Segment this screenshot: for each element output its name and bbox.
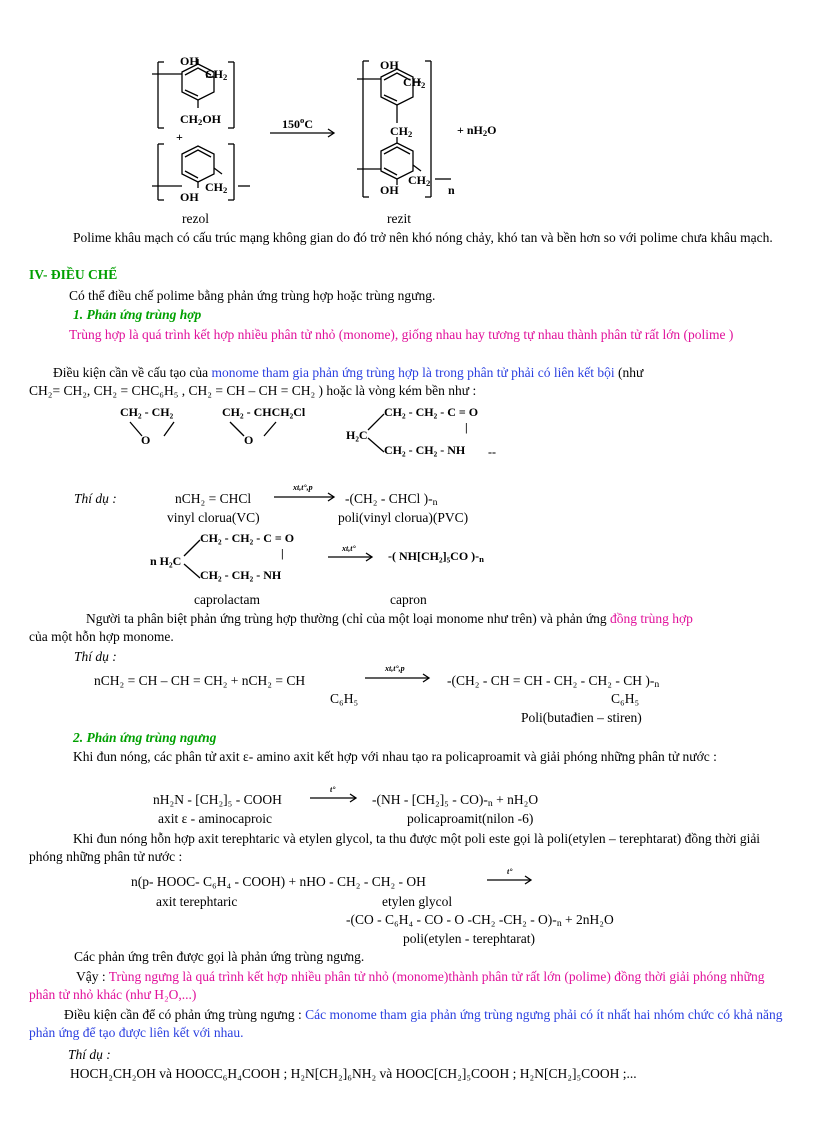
vinyl-chloride-name: vinyl clorua(VC) <box>167 510 260 525</box>
subheading-polymerization: 1. Phản ứng trùng hợp <box>73 307 202 322</box>
aminocaproic-name: axit ε - aminocaproic <box>158 811 272 826</box>
pet-product: -(CO - C₆H₄ - CO - O -CH₂ $-CH_2 - O)-_n + 2nH_2O$ <box>346 912 614 929</box>
pvc-product: -(CH₂ - CHCl )$-_n$ <box>345 491 438 508</box>
ch2oh-label: $CH_2OH$ <box>180 112 221 127</box>
oh-label: OH <box>180 54 199 68</box>
pet-reactants: n(p- HOOC- C₆H₄ - COOH) + nHO - CH₂ - CH₂ - OH <box>131 874 426 889</box>
rezit-oh-label-2: OH <box>380 183 399 197</box>
label-rezol: rezol <box>182 211 209 226</box>
terephthalic-name: axit terephtaric <box>156 894 238 909</box>
nylon-intro: Khi đun nóng, các phân tử axit ε- amino axit kết hợp với nhau tạo ra policaproamit và giải phóng những phân tử nước : <box>73 749 717 764</box>
example-label-2: Thí dụ : <box>74 649 117 664</box>
caprolactam-name: caprolactam <box>194 592 260 607</box>
example-label-3: Thí dụ : <box>68 1047 111 1062</box>
caprolactam-bar: | <box>281 546 284 560</box>
copolymer-substituent: C₆H₅ <box>611 691 640 706</box>
nylon-condition: t° <box>330 785 336 794</box>
monomer-examples: CH₂= CH₂, CH₂ = CHC₆H₅ , CH₂ = CH – CH = CH₂ ) hoặc là vòng kém bền như : <box>29 383 477 398</box>
epichlorohydrin-formula: CH₂ - CHCH₂Cl <box>222 405 306 419</box>
rezit-ch2-label-2: $CH_2$ <box>408 173 431 188</box>
copolymer-condition: xt,t°,p <box>385 664 405 673</box>
pet-arrow-icon <box>487 875 537 885</box>
plus-sign: + <box>176 130 183 144</box>
nylon-product: $-(NH - [CH_2]_5 - CO)-_n + nH_2O$ <box>372 792 539 809</box>
subheading-polycondensation: 2. Phản ứng trùng ngưng <box>73 730 217 745</box>
repeat-n: n <box>448 183 455 197</box>
copolymer-name: Poli(butađien – stiren) <box>521 710 642 725</box>
polymerization-condition: Điều kiện cần về cấu tạo của monome tham gia phản ứng trùng hợp là trong phân tử phải có liên kết bội (như <box>53 365 644 380</box>
arrow-condition: 150$^o$C <box>282 115 313 131</box>
pet-intro: Khi đun nóng hỗn hợp axit terephtaric và etylen glycol, ta thu được một poli este gọi là poli(etylen – terephtarat) đồng thời giải phóng những phân tử nước : <box>29 831 761 864</box>
epichlorohydrin-o: O <box>244 433 254 447</box>
copolymer-reactants: nCH₂ = CH – CH = CH₂ + nCH₂ = CH <box>94 673 306 688</box>
nylon-arrow-icon <box>310 793 362 803</box>
styrene-substituent: C₆H₅ <box>330 691 359 706</box>
lactam-bar: | <box>465 420 468 434</box>
intro-paragraph: Polime khâu mạch có cấu trúc mạng không gian do đó trở nên khó nóng chảy, khó tan và bền hơn so với polime chưa khâu mạch. <box>73 230 773 245</box>
condensation-monomer-examples: HOCH₂CH₂OH và HOOCC₆H₄COOH ; H₂N[CH₂]₆NH₂ và HOOC[CH₂]₅COOH ; H₂N[CH₂]₅COOH ;... <box>70 1066 637 1081</box>
copolymer-product: -(CH₂ - CH = CH - CH₂ - CH₂ - CH )$-_n$ <box>447 673 660 690</box>
ch2-label: $CH_2$ <box>205 67 228 82</box>
pvc-condition: xt,t°,p <box>293 483 313 492</box>
aminocaproic-equation: nH₂N - [CH₂]₅ - COOH <box>153 792 282 807</box>
vinyl-chloride-equation: nCH₂ = CHCl <box>175 491 252 506</box>
epoxide-bonds <box>128 420 178 445</box>
ethylene-glycol-name: etylen glycol <box>382 894 453 909</box>
water-product: + $nH_2O$ <box>457 123 497 138</box>
pvc-name: poli(vinyl clorua)(PVC) <box>338 510 469 525</box>
section-heading: IV- ĐIỀU CHẾ <box>29 267 118 282</box>
polymerization-definition: Trùng hợp là quá trình kết hợp nhiều phân tử nhỏ (monome), giống nhau hay tương tự nhau thành phân tử rất lớn (polime ) <box>69 327 734 342</box>
caprolactam-nh2c: n H₂C <box>150 554 182 568</box>
epoxide-o: O <box>141 433 151 447</box>
copolymer-arrow-icon <box>365 673 435 683</box>
lactam-h2c: H₂C <box>346 428 368 442</box>
rezit-oh-label: OH <box>380 58 399 72</box>
distinguish-line-1: Người ta phân biệt phản ứng trùng hợp thường (chỉ của một loại monome như trên) và phản ứng đồng trùng hợp <box>86 611 693 626</box>
capron-condition: xt,t° <box>342 544 356 553</box>
ch2-label-2: $CH_2$ <box>205 180 228 195</box>
capron-arrow-icon <box>328 552 378 562</box>
pvc-arrow-icon <box>274 492 340 502</box>
nylon-name: policaproamit(nilon -6) <box>407 811 534 826</box>
capron-product: -( NH[CH₂]₅CO )$-_n$ <box>388 549 484 564</box>
caprolactam-bottom: CH₂ - CH₂ - NH <box>200 568 282 582</box>
distinguish-line-2: của một hỗn hợp monome. <box>29 629 174 644</box>
pet-name: poli(etylen - terephtarat) <box>403 931 535 946</box>
caprolactam-top: CH₂ - CH₂ - C = O <box>200 531 295 545</box>
oh-label-2: OH <box>180 190 199 204</box>
condensation-condition: Điều kiện cần để có phản ứng trùng ngưng : Các monome tham gia phản ứng trùng ngưng phải có ít nhất hai nhóm chức có khả năng phản ứng để tạo được liên kết với nhau. <box>29 1007 783 1040</box>
label-rezit: rezit <box>387 211 411 226</box>
section-intro: Có thể điều chế polime bằng phản ứng trùng hợp hoặc trùng ngưng. <box>69 288 436 303</box>
arrow-icon <box>270 128 340 138</box>
epoxide-formula: CH₂ - CH₂ <box>120 405 174 419</box>
capron-name: capron <box>390 592 427 607</box>
condensation-conclusion: Vậy : Trùng ngưng là quá trình kết hợp nhiều phân tử nhỏ (monome)thành phân tử rất lớn (polime) đồng thời giải phóng những phân tử nhỏ khác (như H₂O,...) <box>29 969 765 1002</box>
lactam-top: CH₂ - CH₂ - C = O <box>384 405 479 419</box>
lactam-bottom: CH₂ - CH₂ - NH <box>384 443 466 457</box>
pet-condition: t° <box>507 867 513 876</box>
rezit-bridge-ch2: $CH_2$ <box>390 124 413 139</box>
rezit-ch2-label: $CH_2$ <box>403 75 426 90</box>
lactam-dash: -- <box>488 445 496 459</box>
called-condensation: Các phản ứng trên được gọi là phản ứng trùng ngưng. <box>74 949 365 964</box>
example-label-1: Thí dụ : <box>74 491 117 506</box>
